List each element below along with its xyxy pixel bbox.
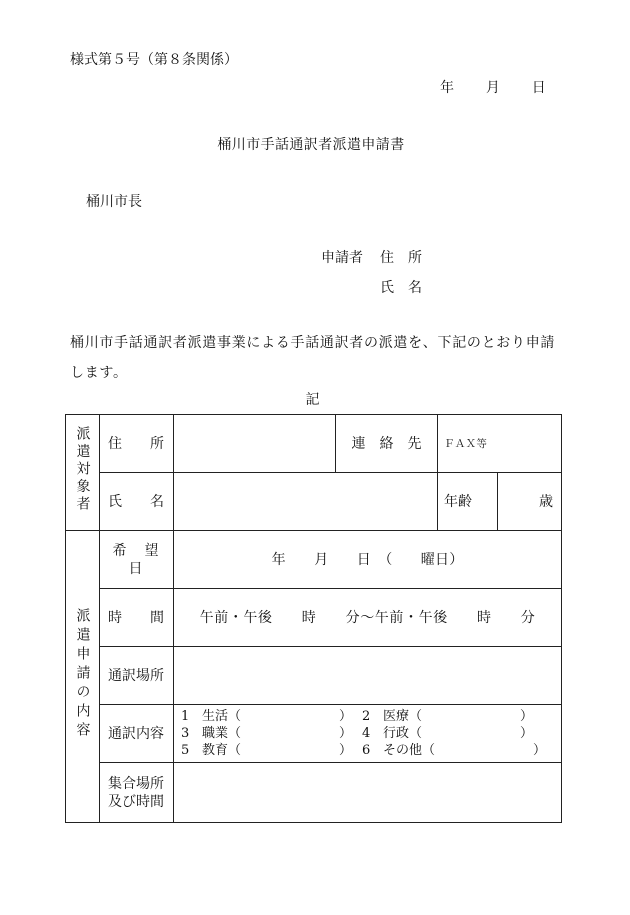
applicant-name-label: 氏 名 <box>380 280 422 296</box>
option-blank <box>241 725 339 742</box>
target-address-label: 住 所 <box>100 415 174 473</box>
request-section-heading-cell <box>66 531 100 823</box>
option-label: 医療（ <box>383 709 423 724</box>
age-label: 年齢 <box>438 473 498 531</box>
desired-date-label-line-2: 日 <box>128 560 145 577</box>
request-statement <box>70 328 555 388</box>
request-table <box>65 414 562 823</box>
target-name-row <box>66 473 562 531</box>
desired-date-field: 年 月 日 （ 曜日） <box>174 531 562 589</box>
applicant-label: 申請者 <box>321 250 363 266</box>
option-number: 6 <box>362 743 371 758</box>
applicant-spacer <box>321 280 380 310</box>
content-option-3 <box>181 725 362 742</box>
content-label: 通訳内容 <box>100 705 174 763</box>
option-number: 1 <box>181 709 190 724</box>
option-close: ） <box>339 726 353 741</box>
target-section-heading: 派遣対象者 <box>74 426 91 514</box>
content-option-1 <box>181 708 362 725</box>
option-blank <box>435 742 533 759</box>
request-section-heading: 派遣申請の内容 <box>74 607 91 741</box>
content-option-2 <box>362 708 533 725</box>
applicant-block <box>321 250 422 310</box>
content-options-line-2 <box>181 725 561 742</box>
content-options-line-3 <box>181 742 561 759</box>
target-name-label: 氏 名 <box>100 473 174 531</box>
desired-date-label-line-1: 希 望 <box>112 542 161 559</box>
target-address-row <box>66 415 562 473</box>
ki-heading: 記 <box>305 392 320 408</box>
applicant-address-row <box>321 250 422 280</box>
option-close: ） <box>520 709 534 724</box>
desired-date-label <box>100 531 174 589</box>
option-number: 4 <box>362 726 371 741</box>
option-close: ） <box>339 743 353 758</box>
applicant-name-row <box>321 280 422 310</box>
option-label: 教育（ <box>202 743 242 758</box>
option-blank <box>422 725 520 742</box>
option-number: 5 <box>181 743 190 758</box>
option-label: 行政（ <box>383 726 423 741</box>
meeting-row <box>66 763 562 823</box>
age-unit: 歳 <box>498 473 562 531</box>
document-title: 桶川市手話通訳者派遣申請書 <box>217 137 405 153</box>
meeting-label <box>100 763 174 823</box>
time-row <box>66 589 562 647</box>
form-number: 様式第５号（第８条関係） <box>70 52 238 68</box>
time-field: 午前・午後 時 分～午前・午後 時 分 <box>174 589 562 647</box>
content-option-5 <box>181 742 362 759</box>
request-statement-line-2: します。 <box>70 365 128 381</box>
option-blank <box>422 708 520 725</box>
content-row <box>66 705 562 763</box>
target-name-field <box>174 473 438 531</box>
option-number: 3 <box>181 726 190 741</box>
option-blank <box>241 708 339 725</box>
option-label: 職業（ <box>202 726 242 741</box>
option-close: ） <box>520 726 534 741</box>
option-close: ） <box>533 743 547 758</box>
option-number: 2 <box>362 709 371 724</box>
applicant-address-label: 住 所 <box>380 250 422 266</box>
request-statement-line-1: 桶川市手話通訳者派遣事業による手話通訳者の派遣を、下記のとおり申請 <box>70 335 556 351</box>
place-row <box>66 647 562 705</box>
target-section-heading-cell <box>66 415 100 531</box>
content-options <box>174 705 562 763</box>
contact-label: 連 絡 先 <box>336 415 438 473</box>
option-label: 生活（ <box>202 709 242 724</box>
desired-date-row <box>66 531 562 589</box>
application-date: 年 月 日 <box>440 80 548 96</box>
addressee: 桶川市長 <box>86 194 142 210</box>
meeting-field <box>174 763 562 823</box>
meeting-label-line-1: 集合場所 <box>108 775 164 792</box>
fax-label: ＦＡＸ等 <box>444 438 488 450</box>
contact-field <box>438 415 562 473</box>
meeting-label-line-2: 及び時間 <box>108 793 164 810</box>
content-options-line-1 <box>181 708 561 725</box>
content-option-6 <box>362 742 546 759</box>
time-label: 時 間 <box>100 589 174 647</box>
content-option-4 <box>362 725 533 742</box>
option-blank <box>241 742 339 759</box>
target-address-field <box>174 415 336 473</box>
option-label: その他（ <box>383 743 436 758</box>
place-field <box>174 647 562 705</box>
option-close: ） <box>339 709 353 724</box>
place-label: 通訳場所 <box>100 647 174 705</box>
